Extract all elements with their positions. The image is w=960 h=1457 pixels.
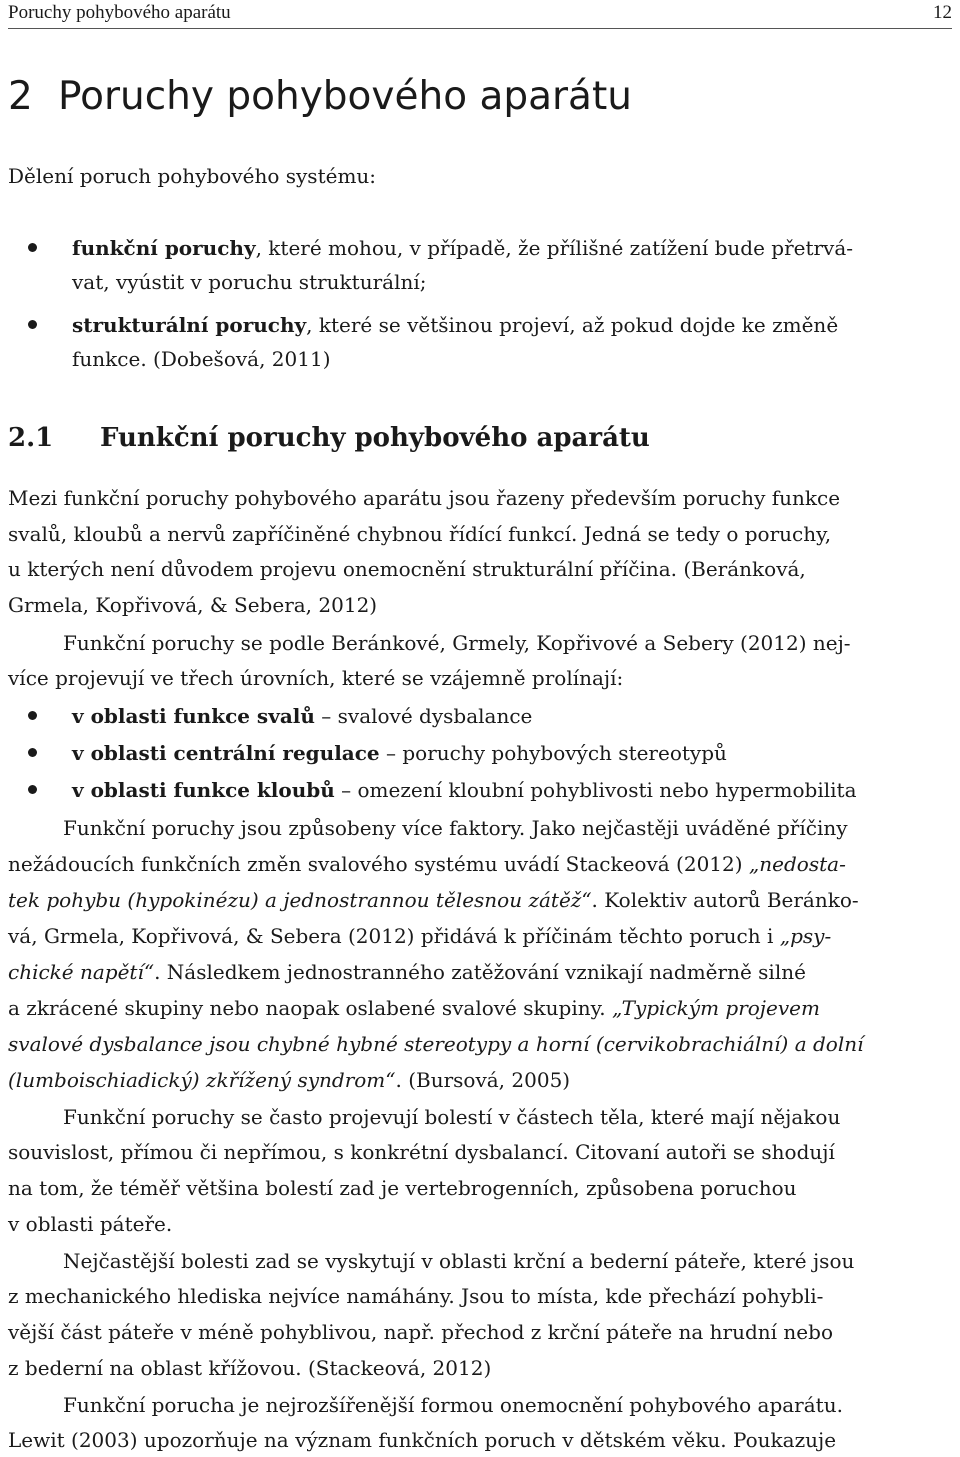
p2-line1: Funkční poruchy se podle Beránkové, Grmely, Kopřivové a Sebery (2012) nej- — [63, 631, 851, 655]
p5-line1: Nejčastější bolesti zad se vyskytují v oblasti krční a bederní páteře, které jsou — [63, 1249, 855, 1273]
running-header — [8, 0, 952, 29]
header-title: Poruchy pohybového aparátu — [8, 2, 231, 23]
intro-text: Dělení poruch pohybového systému: — [8, 164, 377, 188]
bullet-dot — [28, 243, 37, 252]
chapter-heading — [8, 72, 632, 122]
level-item-muscles: v oblasti funkce svalů – svalové dysbalance — [72, 704, 533, 728]
bullet-structural-line1: strukturální poruchy, které se většinou projeví, až pokud dojde ke změně — [72, 313, 839, 337]
p3-line3: tek pohybu (hypokinézu) a jednostrannou tělesnou zátěž“. Kolektiv autorů Beránko- — [8, 888, 859, 912]
bullet-dot — [28, 748, 37, 757]
p3-line4: vá, Grmela, Kopřivová, & Sebera (2012) přidává k příčinám těchto poruch i „psy- — [8, 924, 832, 948]
p4-line3: na tom, že téměř většina bolestí zad je vertebrogenních, způsobena poruchou — [8, 1176, 797, 1200]
p3-line2: nežádoucích funkčních změn svalového systému uvádí Stackeová (2012) „nedosta- — [8, 852, 846, 876]
bullet-dot — [28, 785, 37, 794]
p3-line5: chické napětí“. Následkem jednostranného zatěžování vznikají nadměrně silné — [8, 960, 806, 984]
p5-line4: z bederní na oblast křížovou. (Stackeová, 2012) — [8, 1356, 492, 1380]
p4-line1: Funkční poruchy se často projevují bolestí v částech těla, které mají nějakou — [63, 1105, 841, 1129]
p1-line4: Grmela, Kopřivová, & Sebera, 2012) — [8, 593, 378, 617]
p4-line2: souvislost, přímou či nepřímou, s konkrétní dysbalancí. Citovaní autoři se shodují — [8, 1140, 835, 1164]
bullet-dot — [28, 711, 37, 720]
p5-line3: vější část páteře v méně pohyblivou, např. přechod z krční páteře na hrudní nebo — [8, 1320, 833, 1344]
bullet-functional-line2: vat, vyústit v poruchu strukturální; — [72, 270, 427, 294]
p6-line2: Lewit (2003) upozorňuje na význam funkčních poruch v dětském věku. Poukazuje — [8, 1428, 837, 1452]
level-item-central-regulation: v oblasti centrální regulace – poruchy pohybových stereotypů — [72, 741, 727, 765]
p2-line2: více projevují ve třech úrovních, které se vzájemně prolínají: — [8, 666, 624, 690]
chapter-title: Poruchy pohybového aparátu — [58, 74, 632, 119]
term-functional: funkční poruchy — [72, 236, 256, 260]
p1-line3: u kterých není důvodem projevu onemocnění strukturální příčina. (Beránková, — [8, 557, 806, 581]
p6-line1: Funkční porucha je nejrozšířenější formou onemocnění pohybového aparátu. — [63, 1393, 843, 1417]
p4-line4: v oblasti páteře. — [8, 1212, 173, 1236]
p1-line1: Mezi funkční poruchy pohybového aparátu jsou řazeny především poruchy funkce — [8, 486, 841, 510]
level-item-joints: v oblasti funkce kloubů – omezení kloubní pohyblivosti nebo hypermobilita — [72, 778, 857, 802]
p5-line2: z mechanického hlediska nejvíce namáhány. Jsou to místa, kde přechází pohybli- — [8, 1284, 824, 1308]
section-number: 2.1 — [8, 423, 54, 453]
page-number: 12 — [933, 2, 952, 23]
section-heading — [8, 420, 650, 456]
bullet-structural-line2: funkce. (Dobešová, 2011) — [72, 347, 331, 371]
bullet-functional-line1: funkční poruchy, které mohou, v případě, že přílišné zatížení bude přetrvá- — [72, 236, 854, 260]
chapter-number: 2 — [8, 74, 33, 119]
term-structural: strukturální poruchy — [72, 313, 307, 337]
p3-line8: (lumboischiadický) zkřížený syndrom“. (Bursová, 2005) — [8, 1068, 571, 1092]
p3-line7: svalové dysbalance jsou chybné hybné stereotypy a horní (cervikobrachiální) a dolní — [8, 1032, 864, 1056]
p3-line1: Funkční poruchy jsou způsobeny více faktory. Jako nejčastěji uváděné příčiny — [63, 816, 848, 840]
section-title: Funkční poruchy pohybového aparátu — [100, 423, 650, 453]
bullet-dot — [28, 320, 37, 329]
p3-line6: a zkrácené skupiny nebo naopak oslabené svalové skupiny. „Typickým projevem — [8, 996, 820, 1020]
p1-line2: svalů, kloubů a nervů zapříčiněné chybnou řídící funkcí. Jedná se tedy o poruchy, — [8, 522, 832, 546]
